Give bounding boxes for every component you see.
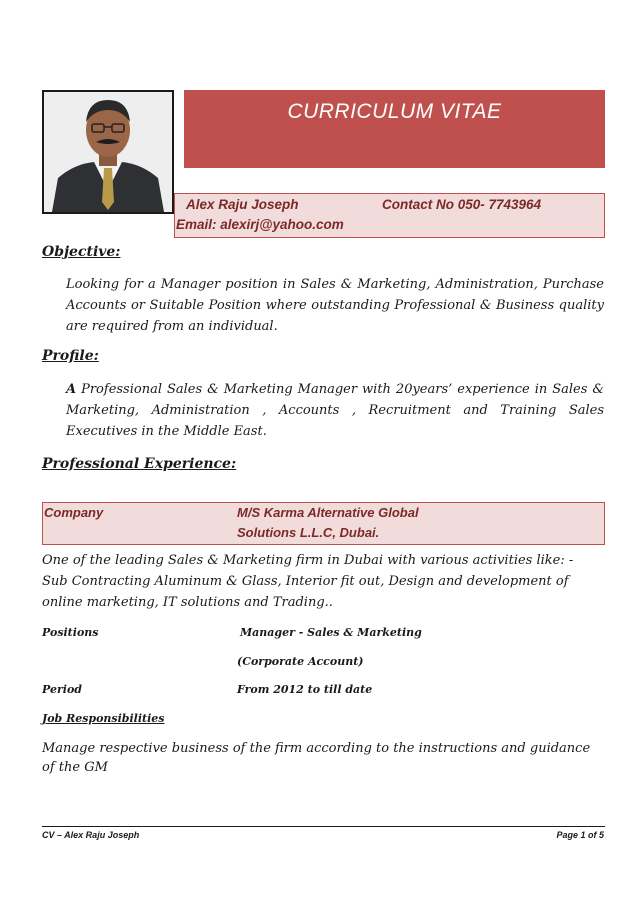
page-title: CURRICULUM VITAE xyxy=(287,100,502,123)
period-label: Period xyxy=(42,683,82,696)
profile-photo xyxy=(42,90,174,214)
positions-value: Manager - Sales & Marketing xyxy=(240,626,422,639)
profile-text xyxy=(66,379,604,442)
email-address[interactable]: Email: alexirj@yahoo.com xyxy=(176,217,344,232)
profile-lead: A xyxy=(66,382,77,397)
company-label: Company xyxy=(44,505,104,520)
footer-left: CV – Alex Raju Joseph xyxy=(42,830,140,840)
page-number: Page 1 of 5 xyxy=(556,830,604,840)
experience-heading: Professional Experience: xyxy=(42,456,237,472)
positions-sub: (Corporate Account) xyxy=(237,655,364,668)
objective-heading: Objective: xyxy=(42,244,121,260)
portrait-image xyxy=(44,92,172,212)
positions-label: Positions xyxy=(42,626,99,639)
profile-heading: Profile: xyxy=(42,348,99,364)
profile-body: Professional Sales & Marketing Manager with 20years’ experience in Sales & Marketing, Administration , Accounts , Recruitment and Training Sales Executives in the Middle East. xyxy=(66,382,604,439)
company-name-line2: Solutions L.L.C, Dubai. xyxy=(237,525,380,540)
period-value: From 2012 to till date xyxy=(237,683,373,696)
company-name-line1: M/S Karma Alternative Global xyxy=(237,505,419,520)
candidate-name: Alex Raju Joseph xyxy=(186,197,299,212)
footer-divider xyxy=(42,826,605,827)
responsibilities-heading: Job Responsibilities xyxy=(42,712,165,725)
responsibilities-text: Manage respective business of the firm according to the instructions and guidance of the GM xyxy=(42,741,591,775)
objective-text: Looking for a Manager position in Sales & Marketing, Administration, Purchase Accounts or Suitable Position where outstanding Professional & Business quality are required from an individual. xyxy=(66,277,604,334)
company-description: One of the leading Sales & Marketing firm in Dubai with various activities like: - Sub Contracting Aluminum & Glass, Interior fit out, Design and development of online marketing, IT solutions and Trading.. xyxy=(42,553,574,610)
contact-number: Contact No 050- 7743964 xyxy=(382,197,542,212)
